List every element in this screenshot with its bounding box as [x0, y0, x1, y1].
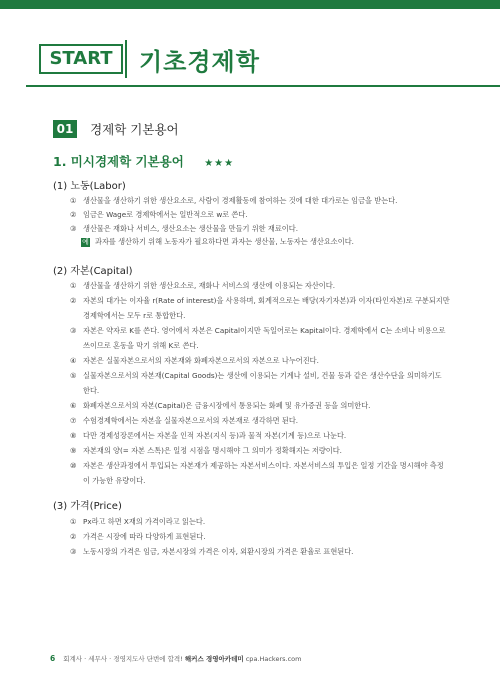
item-text: 가격은 시장에 따라 다양하게 표현된다. [83, 532, 206, 541]
item-text: Px라고 하면 X재의 가격이라고 읽는다. [83, 517, 206, 526]
list-item [70, 413, 450, 428]
item-text: 자본은 약자로 K를 쓴다. 영어에서 자본은 Capital이지만 독일어로는 Kapital이다. 경제학에서 C는 소비나 비용으로 쓰이므로 혼동을 막기 위해 K로 쓴다. [83, 326, 446, 350]
list-item [70, 514, 450, 529]
item-text: 다만 경제성장론에서는 자본을 인적 자본(지식 등)과 물적 자본(기계 등)으로 나눈다. [83, 431, 347, 440]
list-item [70, 293, 450, 323]
item-text: 화폐자본으로서의 자본(Capital)은 금융시장에서 통용되는 화폐 및 유가증권 등을 의미한다. [83, 401, 371, 410]
item-number: ③ [70, 326, 77, 335]
page-footer [50, 654, 301, 663]
item-text: 노동시장의 가격은 임금, 자본시장의 가격은 이자, 외환시장의 가격은 환율로 표현된다. [83, 547, 354, 556]
header-divider [125, 40, 127, 78]
labor-heading: (1) 노동(Labor) [53, 181, 126, 192]
chapter-title: 기초경제학 [139, 48, 260, 76]
item-number: ③ [70, 224, 77, 233]
item-number: ⑨ [70, 446, 77, 455]
item-number: ① [70, 517, 77, 526]
item-text: 자본은 실물자본으로서의 자본재와 화폐자본으로서의 자본으로 나누어진다. [83, 356, 319, 365]
item-text: 생산물을 생산하기 위한 생산요소로, 재화나 서비스의 생산에 이용되는 자산이다. [83, 281, 335, 290]
example-tag: 예 [82, 238, 89, 246]
item-number: ② [70, 532, 77, 541]
list-item [70, 193, 450, 208]
section-number: 01 [53, 120, 77, 138]
item-text: 실물자본으로서의 자본재(Capital Goods)는 생산에 이용되는 기계나 설비, 건물 등과 같은 생산수단을 의미하기도 한다. [83, 371, 442, 395]
item-number: ⑩ [70, 461, 77, 470]
item-text: 생산물은 재화나 서비스, 생산요소는 생산물을 만들기 위한 재료이다. [83, 224, 298, 233]
chapter-header [0, 32, 500, 90]
footer-url: cpa.Hackers.com [243, 655, 302, 663]
footer-text: 회계사 · 세무사 · 경영지도사 단번에 합격! [63, 655, 185, 663]
list-item [70, 353, 450, 368]
example-note [81, 236, 354, 248]
top-accent-bar [0, 0, 500, 9]
item-text: 자본은 생산과정에서 투입되는 자본재가 제공하는 자본서비스이다. 자본서비스의 투입은 일정 기간을 명시해야 측정이 가능한 유량이다. [83, 461, 444, 485]
subsection-heading [53, 152, 234, 170]
list-item [70, 221, 450, 236]
item-text: 생산물을 생산하기 위한 생산요소로, 사람이 경제활동에 참여하는 것에 대한 대가로는 임금을 받는다. [83, 196, 398, 205]
list-item [70, 443, 450, 458]
item-number: ③ [70, 547, 77, 556]
item-number: ⑧ [70, 431, 77, 440]
list-item [70, 529, 450, 544]
list-item [70, 458, 450, 488]
item-number: ② [70, 210, 77, 219]
header-rule [26, 85, 500, 87]
item-number: ⑤ [70, 371, 77, 380]
section-heading [53, 118, 179, 138]
list-item [70, 544, 450, 559]
item-text: 임금은 Wage로 경제학에서는 일반적으로 w로 쓴다. [83, 210, 248, 219]
list-item [70, 368, 450, 398]
page-number: 6 [50, 654, 56, 663]
list-item [70, 398, 450, 413]
item-number: ① [70, 196, 77, 205]
item-number: ① [70, 281, 77, 290]
item-number: ⑥ [70, 401, 77, 410]
example-text: 과자를 생산하기 위해 노동자가 필요하다면 과자는 생산물, 노동자는 생산요소이다. [95, 237, 354, 246]
item-text: 수험경제학에서는 자본을 실물자본으로서의 자본재로 생각하면 된다. [83, 416, 299, 425]
item-number: ④ [70, 356, 77, 365]
subsection-title: 1. 미시경제학 기본용어 [53, 154, 184, 169]
list-item [70, 323, 450, 353]
item-number: ⑦ [70, 416, 77, 425]
capital-heading: (2) 자본(Capital) [53, 266, 133, 277]
list-item [70, 207, 450, 222]
list-item [70, 428, 450, 443]
price-heading: (3) 가격(Price) [53, 501, 122, 512]
item-text: 자본의 대가는 이자율 r(Rate of interest)을 사용하며, 회계적으로는 배당(자기자본)과 이자(타인자본)로 구분되지만 경제학에서는 모두 r로 통합한다. [83, 296, 450, 320]
item-text: 자본재의 양(= 자본 스톡)은 일정 시점을 명시해야 그 의미가 정확해지는 저량이다. [83, 446, 342, 455]
footer-brand: 해커스 경영아카데미 [184, 655, 244, 663]
importance-stars: ★★★ [204, 158, 235, 169]
list-item [70, 278, 450, 293]
section-title: 경제학 기본용어 [90, 121, 179, 137]
item-number: ② [70, 296, 77, 305]
start-badge: START [39, 44, 123, 74]
